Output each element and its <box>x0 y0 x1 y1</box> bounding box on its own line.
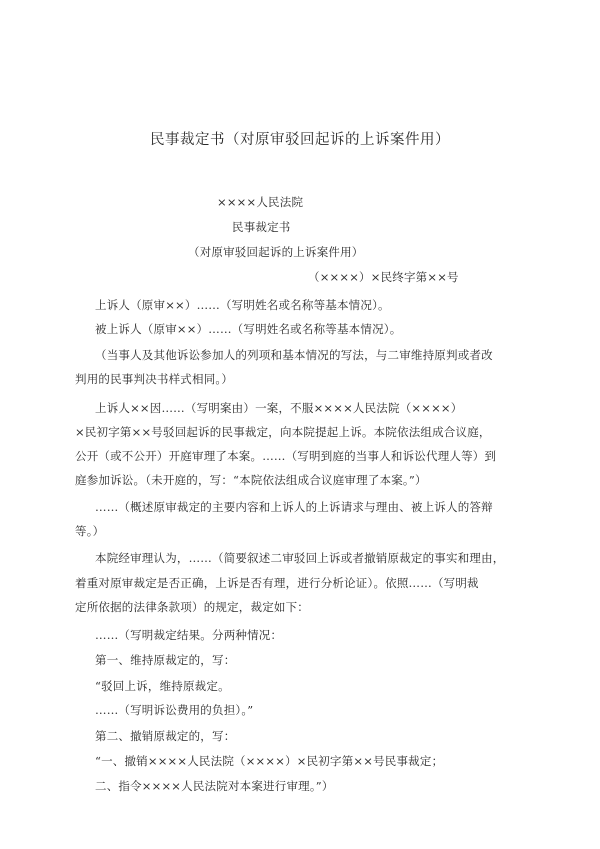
document-title: 民事裁定书（对原审驳回起诉的上诉案件用） <box>150 132 450 148</box>
court-name: ××××人民法院 <box>217 195 304 209</box>
case-number: （××××）×民终字第××号 <box>308 270 459 284</box>
summary-line: ……（概述原审裁定的主要内容和上诉人的上诉请求与理由、被上诉人的答辩 <box>95 500 493 514</box>
ruling-text-line: ……（写明诉讼费用的负担）。” <box>95 703 254 717</box>
case-origin-line: 公开（或不公开）开庭审理了本案。……（写明到庭的当事人和诉讼代理人等）到 <box>75 449 497 463</box>
document-type: 民事裁定书 <box>232 220 291 234</box>
case-origin-line: ×民初字第××号驳回起诉的民事裁定，向本院提起上诉。本院依法组成合议庭， <box>75 425 491 439</box>
ruling-text-line: “一、撤销××××人民法院（××××）×民初字第××号民事裁定； <box>95 754 444 768</box>
case-origin-line: 庭参加诉讼。（未开庭的，写：“本院依法组成合议庭审理了本案。”） <box>75 473 427 487</box>
ruling-intro-line: ……（写明裁定结果。分两种情况： <box>95 628 283 642</box>
case-origin-line: 上诉人××因……（写明案由）一案，不服××××人民法院（××××） <box>95 401 463 415</box>
appellee-line: 被上诉人（原审××）……（写明姓名或名称等基本情况）。 <box>95 322 402 336</box>
document-subtitle: （对原审驳回起诉的上诉案件用） <box>188 245 364 259</box>
summary-line: 等。） <box>75 524 105 538</box>
appellant-line: 上诉人（原审××）……（写明姓名或名称等基本情况）。 <box>95 298 390 312</box>
reasoning-line: 定所依据的法律条款项）的规定，裁定如下： <box>75 600 309 614</box>
reasoning-line: 着重对原审裁定是否正确，上诉是否有理，进行分析论证）。依照……（写明裁 <box>75 576 479 590</box>
ruling-option-line: 第一、维持原裁定的，写： <box>95 653 236 667</box>
ruling-text-line: 二、指令××××人民法院对本案进行审理。”） <box>95 779 334 793</box>
reasoning-line: 本院经审理认为，……（简要叙述二审驳回上诉或者撤销原裁定的事实和理由， <box>95 551 505 565</box>
party-note-line: （当事人及其他诉讼参加人的列项和基本情况的写法，与二审维持原判或者改 <box>95 348 493 362</box>
party-note-line: 判用的民事判决书样式相同。） <box>75 372 234 386</box>
ruling-text-line: “驳回上诉，维持原裁定。 <box>95 679 230 693</box>
ruling-option-line: 第二、撤销原裁定的，写： <box>95 729 236 743</box>
